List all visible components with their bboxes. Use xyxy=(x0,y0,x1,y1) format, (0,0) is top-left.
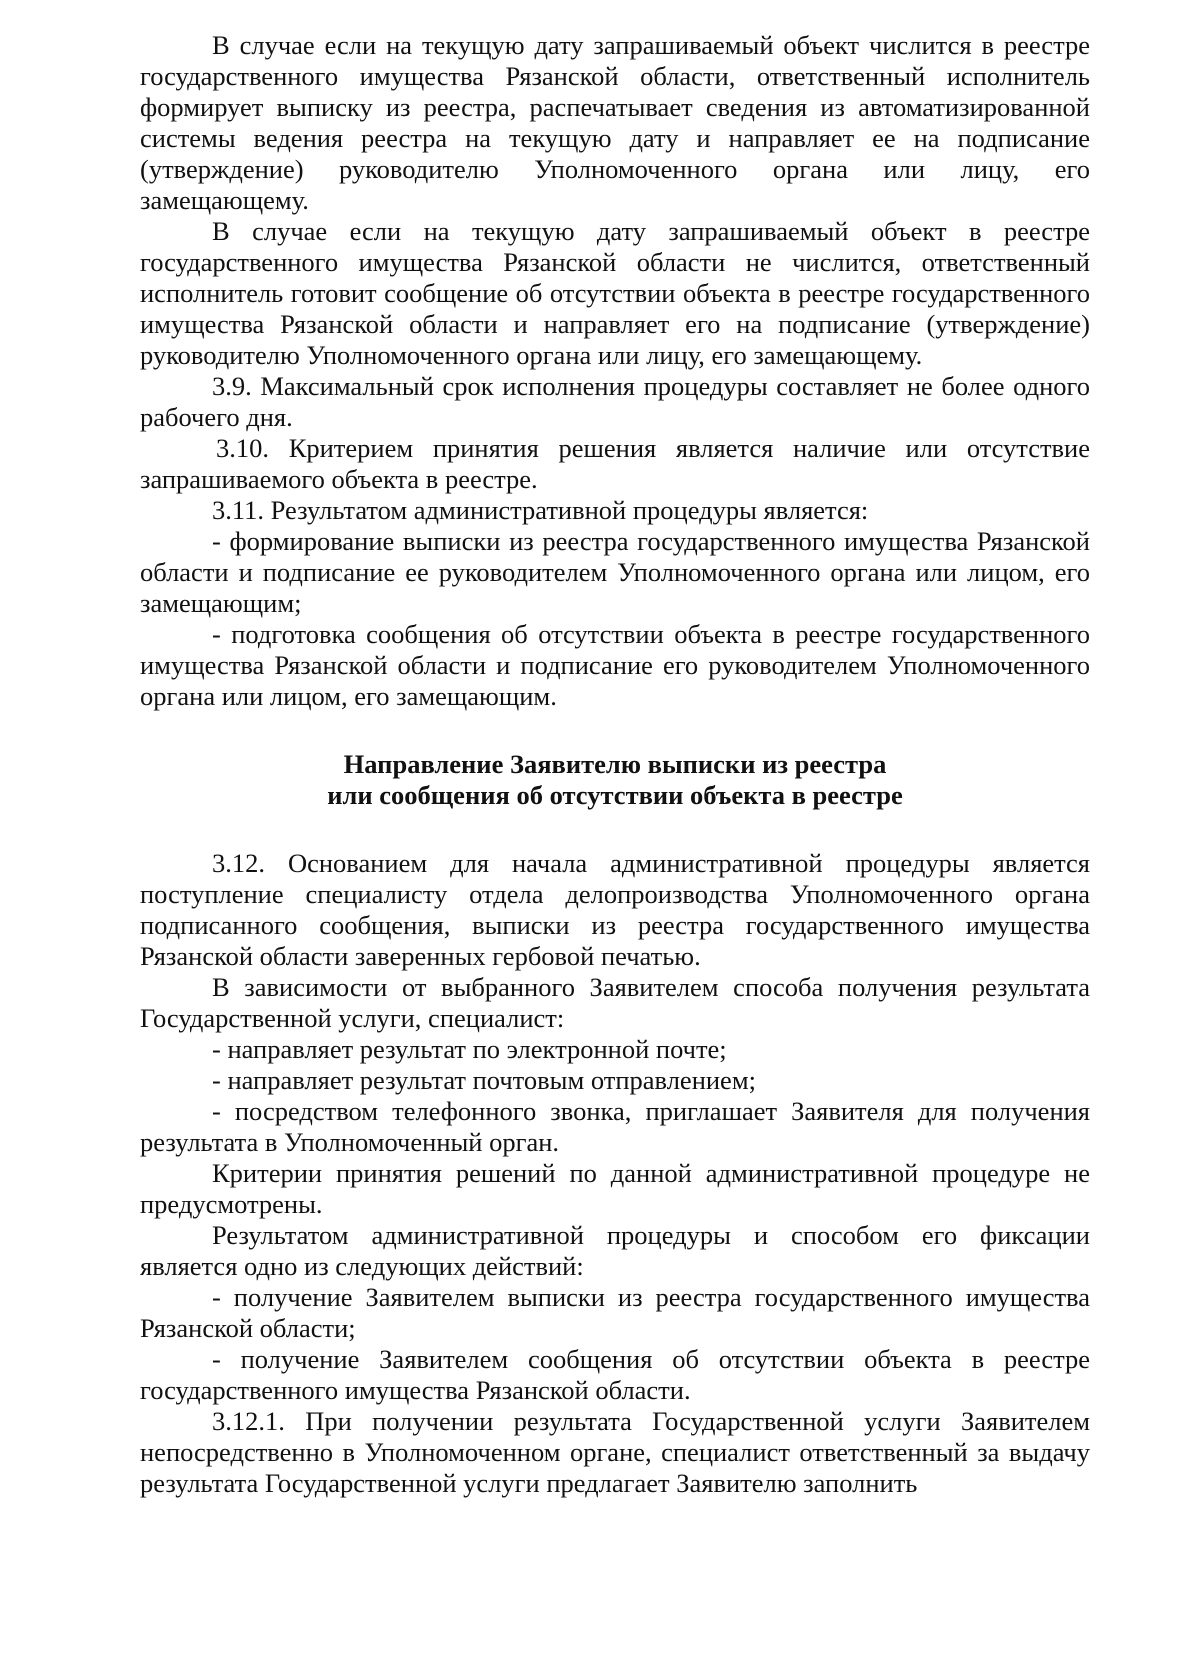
paragraph-criteria: Критерии принятия решений по данной административной процедуре не предусмотрены. xyxy=(140,1158,1090,1219)
list-item-message: - подготовка сообщения об отсутствии объекта в реестре государственного имущества Рязанской области и подписание его руководителем Уполномоченного органа или лицом, его замещающим. xyxy=(140,619,1090,711)
list-item-extract: - формирование выписки из реестра государственного имущества Рязанской области и подписание ее руководителем Уполномоченного органа или лицом, его замещающим; xyxy=(140,526,1090,618)
list-item-post: - направляет результат почтовым отправлением; xyxy=(212,1065,756,1095)
section-heading-line-2: или сообщения об отсутствии объекта в реестре xyxy=(327,780,903,810)
list-item-email: - направляет результат по электронной почте; xyxy=(212,1034,727,1064)
paragraph-3-12: 3.12. Основанием для начала административной процедуры является поступление специалисту отдела делопроизводства Уполномоченного органа подписанного сообщения, выписки из реестра государственного имущества Рязанской области заверенных гербовой печатью. xyxy=(140,848,1090,971)
list-item-receive-message: - получение Заявителем сообщения об отсутствии объекта в реестре государственного имущества Рязанской области. xyxy=(140,1344,1090,1405)
document-page xyxy=(140,30,1090,1499)
paragraph-3-11: 3.11. Результатом административной процедуры является: xyxy=(212,495,869,525)
paragraph-registry-listed: В случае если на текущую дату запрашиваемый объект числится в реестре государственного имущества Рязанской области, ответственный исполнитель формирует выписку из реестра, распечатывает сведения из автоматизированной системы ведения реестра на текущую дату и направляет ее на подписание (утверждение) руководителю Уполномоченного органа или лицу, его замещающему. xyxy=(140,30,1090,215)
spacer xyxy=(140,712,1090,749)
paragraph-registry-not-listed: В случае если на текущую дату запрашиваемый объект в реестре государственного имущества Рязанской области не числится, ответственный исполнитель готовит сообщение об отсутствии объекта в реестре государственного имущества Рязанской области и направляет его на подписание (утверждение) руководителю Уполномоченного органа или лицу, его замещающему. xyxy=(140,216,1090,370)
section-heading-line-1: Направление Заявителю выписки из реестра xyxy=(343,749,887,779)
paragraph-3-10: 3.10. Критерием принятия решения является наличие или отсутствие запрашиваемого объекта в реестре. xyxy=(140,433,1090,494)
paragraph-3-9: 3.9. Максимальный срок исполнения процедуры составляет не более одного рабочего дня. xyxy=(140,371,1090,432)
spacer xyxy=(140,811,1090,848)
list-item-phone: - посредством телефонного звонка, приглашает Заявителя для получения результата в Уполномоченный орган. xyxy=(140,1096,1090,1157)
paragraph-delivery-method: В зависимости от выбранного Заявителем способа получения результата Государственной услуги, специалист: xyxy=(140,972,1090,1033)
list-item-receive-extract: - получение Заявителем выписки из реестра государственного имущества Рязанской области; xyxy=(140,1282,1090,1343)
paragraph-result-fixation: Результатом административной процедуры и способом его фиксации является одно из следующих действий: xyxy=(140,1220,1090,1281)
paragraph-3-12-1: 3.12.1. При получении результата Государственной услуги Заявителем непосредственно в Уполномоченном органе, специалист ответственный за выдачу результата Государственной услуги предлагает Заявителю заполнить xyxy=(140,1406,1090,1498)
